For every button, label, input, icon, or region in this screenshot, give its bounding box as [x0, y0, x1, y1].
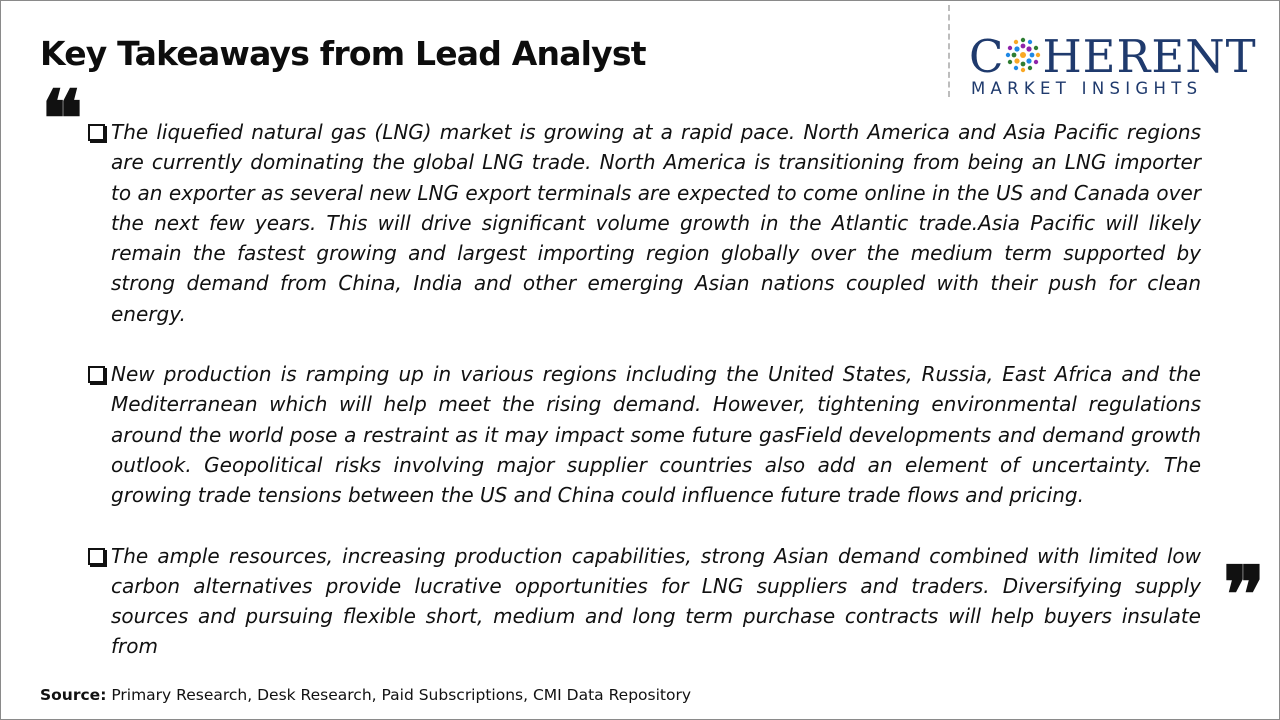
source-label: Source: [40, 686, 107, 704]
globe-dots-icon [1004, 36, 1042, 74]
company-logo [969, 31, 1261, 101]
bullet-text: The ample resources, increasing production capabilities, strong Asian demand combined with limited low carbon alternatives provide lucrative opportunities for LNG suppliers and traders. Diversifying supply sources and pursuing flexible short, medium and long term purchase contracts will help buyers insulate from [111, 543, 1201, 659]
checkbox-icon [88, 124, 105, 141]
page-title: Key Takeaways from Lead Analyst [40, 34, 646, 73]
list-item [87, 359, 1201, 510]
close-quote-icon: ❞ [1223, 550, 1265, 641]
list-item [87, 117, 1201, 329]
list-item [87, 541, 1201, 662]
logo-tagline: MARKET INSIGHTS [971, 79, 1203, 98]
logo-word-prefix: C [969, 30, 1005, 83]
takeaways-list [87, 117, 1201, 692]
checkbox-icon [88, 548, 105, 565]
logo-wordmark [969, 31, 1257, 83]
bullet-text: New production is ramping up in various regions including the United States, Russia, East Africa and the Mediterranean which will help meet the rising demand. However, tightening environmental regulations around the world pose a restraint as it may impact some future gasField developments and demand growth outlook. Geopolitical risks involving major supplier countries also add an element of uncertainty. The growing trade tensions between the US and China could influence future trade flows and pricing. [111, 362, 1201, 508]
logo-word-suffix: HERENT [1042, 30, 1257, 83]
open-quote-icon: ❝ [41, 74, 83, 165]
bullet-text: The liquefied natural gas (LNG) market is growing at a rapid pace. North America and Asia Pacific regions are currently dominating the global LNG trade. North America is transitioning from being an LNG importer to an exporter as several new LNG export terminals are expected to come online in the US and Canada over the next few years. This will drive significant volume growth in the Atlantic trade.Asia Pacific will likely remain the fastest growing and largest importing region globally over the medium term supported by strong demand from China, India and other emerging Asian nations coupled with their push for clean energy. [111, 120, 1201, 326]
source-text: Primary Research, Desk Research, Paid Subscriptions, CMI Data Repository [106, 686, 692, 704]
checkbox-icon [88, 366, 105, 383]
header-divider [948, 5, 950, 97]
source-note [40, 686, 691, 704]
